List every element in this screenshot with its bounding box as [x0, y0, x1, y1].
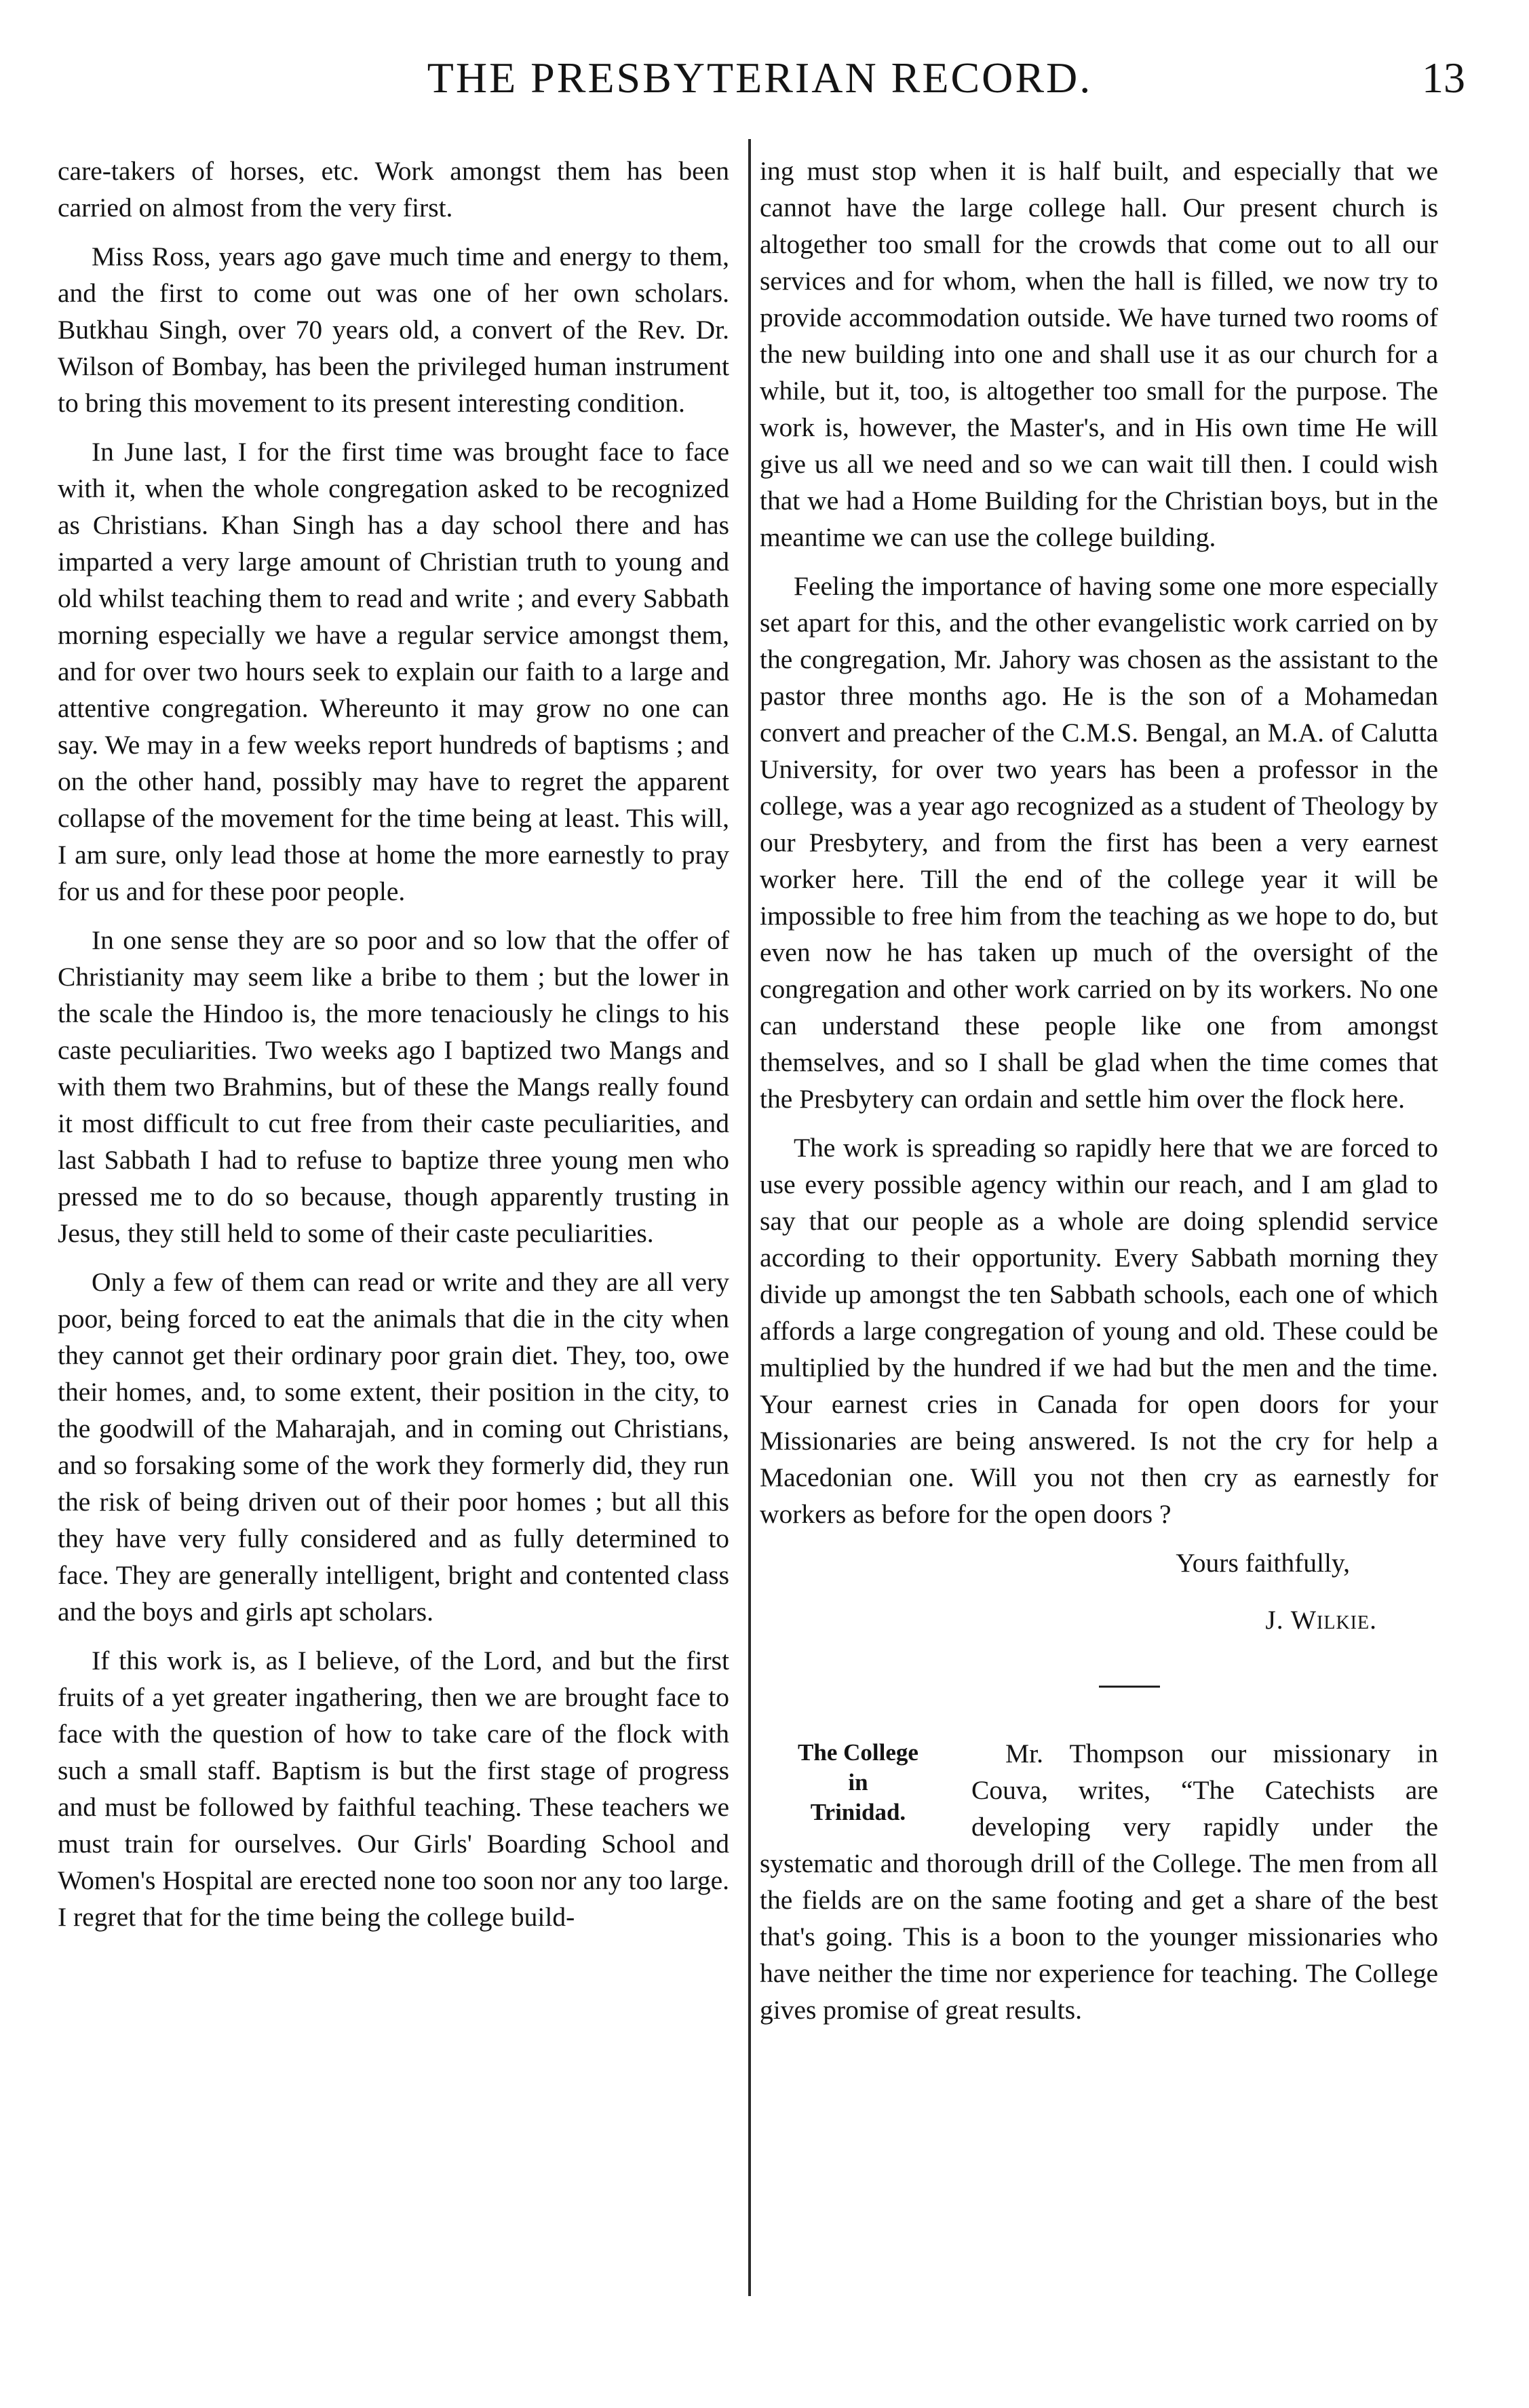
- trinidad-paragraph: Mr. Thompson our missionary in Couva, writes, “The Catechists are developing very rapidly under the systematic and thorough drill of the College. The men from all the fields are on the same footing and get a share of the best that's going. This is a boon to the younger missionaries who have neither the time nor experience for teaching. The College gives promise of great results.: [760, 1739, 1438, 2025]
- paragraph: The work is spreading so rapidly here that we are forced to use every possible agency within our reach, and I am glad to say that our people as a whole are doing splendid service according to their opportunity. Every Sabbath morning they divide up amongst the ten Sabbath schools, each one of which affords a large congregation of young and old. These could be multiplied by the hundred if we had but the men and the time. Your earnest cries in Canada for open doors for your Missionaries are being answered. Is not the cry for help a Macedonian one. Will you not then cry as earnestly for workers as before for the open doors ?: [760, 1133, 1438, 1529]
- left-column: [58, 153, 729, 1947]
- page-number: 13: [1422, 54, 1465, 102]
- paragraph: care-takers of horses, etc. Work amongst them has been carried on almost from the very first.: [58, 156, 729, 222]
- paragraph: Miss Ross, years ago gave much time and energy to them, and the first to come out was one of her own scholars. Butkhau Singh, over 70 years old, a convert of the Rev. Dr. Wilson of Bombay, has been the privileged human instrument to bring this movement to its present interesting condition.: [58, 241, 729, 418]
- journal-title: THE PRESBYTERIAN RECORD.: [427, 54, 1093, 102]
- side-heading-line: in: [848, 1769, 868, 1795]
- side-heading: [760, 1738, 956, 1827]
- signature-block: [760, 1545, 1438, 1638]
- closing-line: Yours faithfully,: [1176, 1548, 1350, 1578]
- side-heading-line: Trinidad.: [810, 1799, 906, 1825]
- column-divider: [748, 139, 751, 2296]
- paragraph: Feeling the importance of having some one more especially set apart for this, and the other evangelistic work carried on by the congregation, Mr. Jahory was chosen as the assistant to the pastor three months ago. He is the son of a Mohamedan convert and preacher of the C.M.S. Bengal, an M.A. of Calutta University, for over two years has been a professor in the college, was a year ago recognized as a student of Theology by our Presbytery, and from the first has been a very earnest worker here. Till the end of the college year it will be impossible to free him from the teaching as we hope to do, but even now he has taken up much of the oversight of the congregation and other work carried on by its workers. No one can understand these people like one from amongst themselves, and so I shall be glad when the time comes that the Presbytery can ordain and settle him over the flock here.: [760, 571, 1438, 1114]
- paragraph: In one sense they are so poor and so low that the offer of Christianity may seem like a bribe to them ; but the lower in the scale the Hindoo is, the more tenaciously he clings to his caste peculiarities. Two weeks ago I baptized two Mangs and with them two Brahmins, but of these the Mangs really found it most difficult to cut free from their caste peculiarities, and last Sabbath I had to refuse to baptize three young men who pressed me to do so because, though apparently trusting in Jesus, they still held to some of their caste peculiarities.: [58, 925, 729, 1248]
- paragraph: In June last, I for the first time was brought face to face with it, when the whole congregation asked to be recognized as Christians. Khan Singh has a day school there and has imparted a very large amount of Christian truth to young and old whilst teaching them to read and write ; and every Sabbath morning especially we have a regular service amongst them, and for over two hours seek to explain our faith to a large and attentive congregation. Whereunto it may grow no one can say. We may in a few weeks report hundreds of baptisms ; and on the other hand, possibly may have to regret the apparent collapse of the movement for the time being at least. This will, I am sure, only lead those at home the more earnestly to pray for us and for these poor people.: [58, 437, 729, 906]
- section-divider: [1099, 1686, 1160, 1688]
- paragraph: Only a few of them can read or write and they are all very poor, being forced to eat the animals that die in the city when they cannot get their ordinary poor grain diet. They, too, owe their homes, and, to some extent, their position in the city, to the goodwill of the Maharajah, and in coming out Christians, and so forsaking some of the work they formerly did, they run the risk of being driven out of their poor homes ; but all this they have very fully considered and as fully determined to face. They are generally intelligent, bright and contented class and the boys and girls apt scholars.: [58, 1267, 729, 1627]
- right-column: [760, 153, 1438, 2040]
- page-header: [54, 53, 1465, 114]
- paragraph: ing must stop when it is half built, and especially that we cannot have the large college hall. Our present church is altogether too small for the crowds that come out to all our services and for whom, when the hall is filled, we now try to provide accommodation outside. We have turned two rooms of the new building into one and shall use it as our church for a while, but it, too, is altogether too small for the purpose. The work is, however, the Master's, and in His own time He will give us all we need and so we can wait till then. I could wish that we had a Home Building for the Christian boys, but in the meantime we can use the college building.: [760, 156, 1438, 552]
- paragraph: If this work is, as I believe, of the Lord, and but the first fruits of a yet greater ingathering, then we are brought face to face with the question of how to take care of the flock with such a small staff. Baptism is but the first stage of progress and must be followed by faithful teaching. These teachers we must train for ourselves. Our Girls' Boarding School and Women's Hospital are erected none too soon nor any too large. I regret that for the time being the college build-: [58, 1646, 729, 1932]
- side-heading-line: The College: [798, 1739, 918, 1766]
- author-name: J. Wilkie.: [1265, 1605, 1377, 1635]
